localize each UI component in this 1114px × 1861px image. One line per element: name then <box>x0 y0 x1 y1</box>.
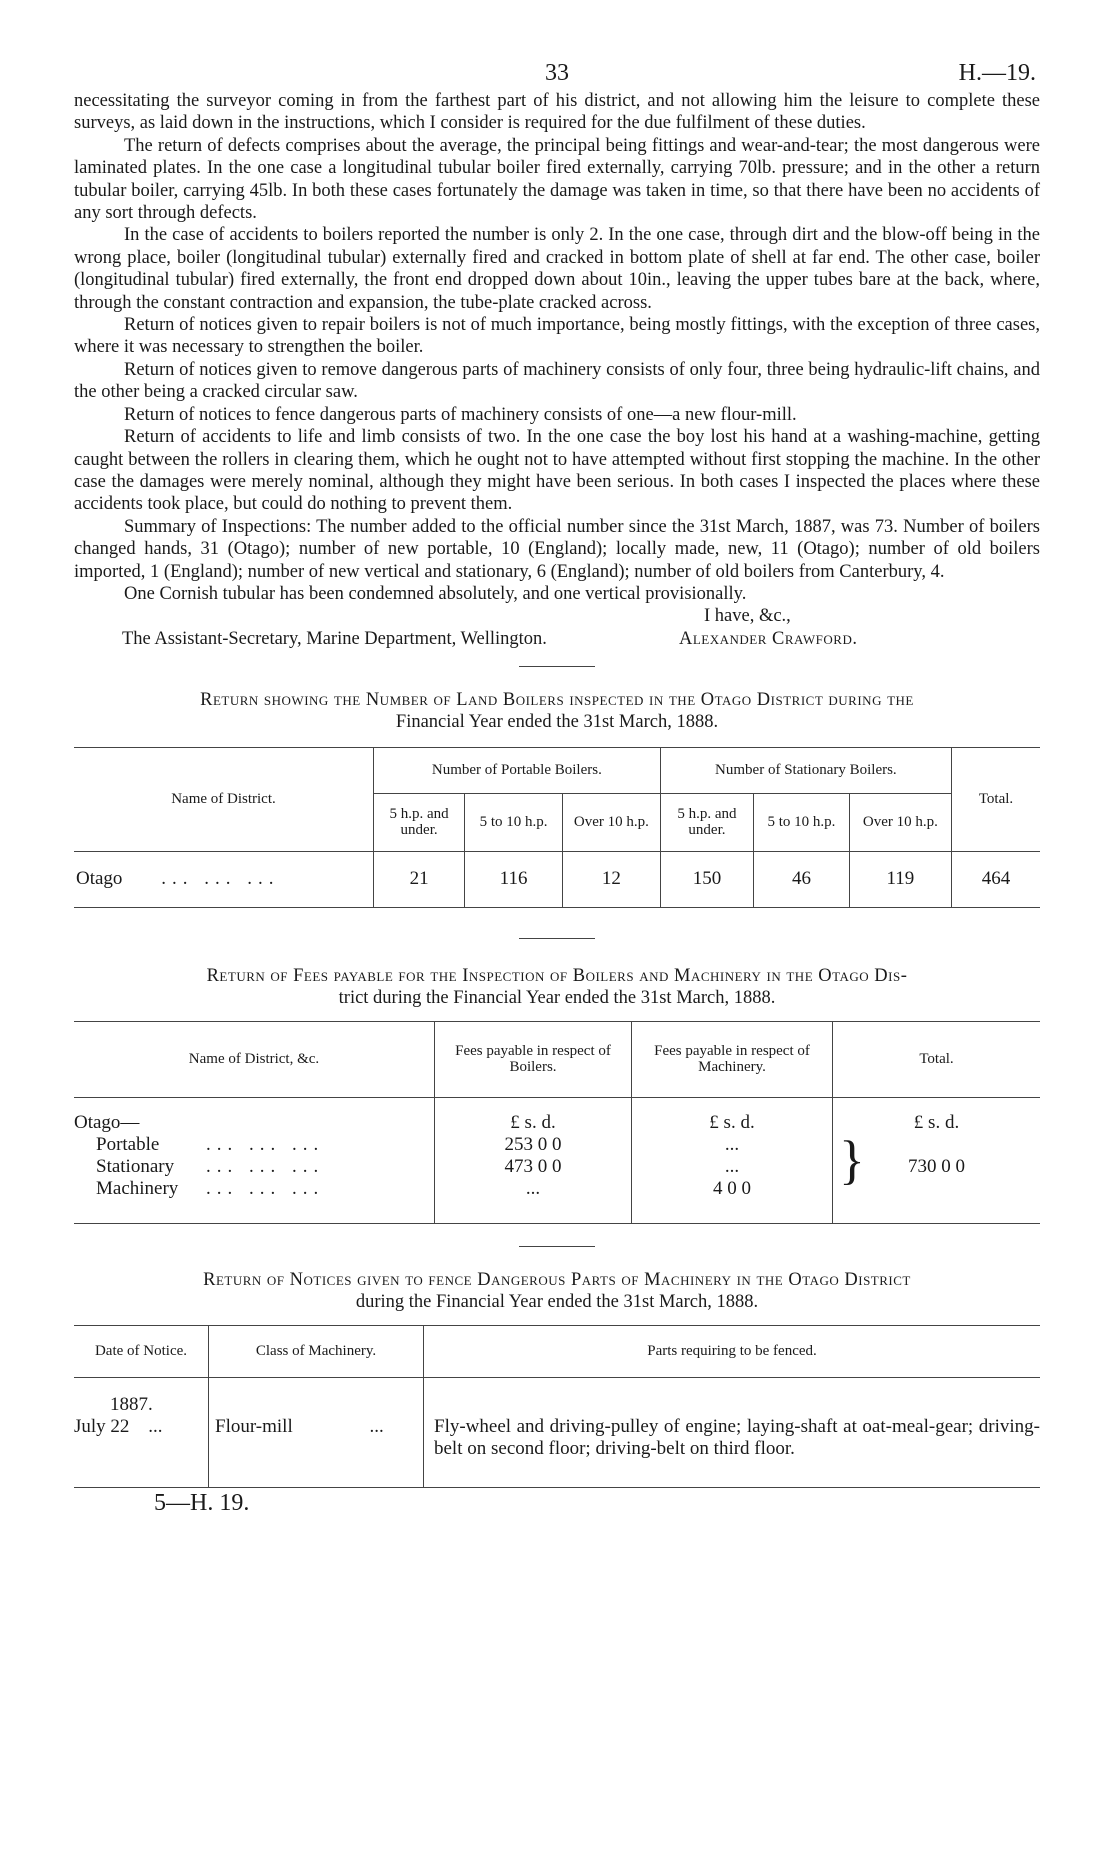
header-fees-boilers: Fees payable in respect of Boilers. <box>435 1021 632 1097</box>
cell-value: 46 <box>754 851 850 907</box>
addressee: The Assistant-Secretary, Marine Department, Wellington. <box>122 628 547 649</box>
subheader-portable-5-10: 5 to 10 h.p. <box>465 793 563 851</box>
header-stationary: Number of Stationary Boilers. <box>660 747 951 793</box>
header-portable: Number of Portable Boilers. <box>373 747 660 793</box>
page-header <box>74 50 1040 90</box>
row-district <box>74 851 373 907</box>
subheader-stationary-5-under: 5 h.p. and under. <box>660 793 753 851</box>
page-footer: 5—H. 19. <box>154 1489 250 1516</box>
district-name: Otago <box>76 868 123 890</box>
machinery-fees-cell <box>632 1097 833 1223</box>
table1-caption <box>74 689 1040 733</box>
total-fees-cell <box>833 1097 1041 1223</box>
district-cell <box>74 1097 435 1223</box>
cell-value: 12 <box>562 851 660 907</box>
paragraph: Return of notices given to repair boilers is not of much importance, being mostly fittings, with the exception of three cases, where it was necessary to strengthen the boiler. <box>74 315 1040 358</box>
row-label: Stationary <box>96 1155 175 1177</box>
currency-heading: £ s. d. <box>913 1111 960 1133</box>
subheader-portable-5-under: 5 h.p. and under. <box>373 793 464 851</box>
fee-value: ... <box>724 1155 740 1177</box>
leader-dots: ... ... ... <box>161 868 280 890</box>
table-row <box>74 851 1040 907</box>
fee-row <box>74 1134 434 1156</box>
row-label: Portable <box>96 1133 160 1155</box>
subheader-stationary-5-10: 5 to 10 h.p. <box>754 793 850 851</box>
subheader-stationary-over10: Over 10 h.p. <box>849 793 951 851</box>
cell-total: 464 <box>951 851 1040 907</box>
fee-total: 730 0 0 <box>908 1155 965 1177</box>
fee-row <box>74 1178 434 1200</box>
document-reference: H.—19. <box>958 60 1036 86</box>
caption-line: during the Financial Year ended the 31st March, 1888. <box>355 1291 759 1312</box>
header-fees-machinery: Fees payable in respect of Machinery. <box>632 1021 833 1097</box>
notice-year: 1887. <box>110 1393 153 1415</box>
table2-caption <box>74 965 1040 1009</box>
fee-value: 253 0 0 <box>504 1133 562 1155</box>
district-name: Otago— <box>74 1111 140 1133</box>
signature: Alexander Crawford. <box>679 628 858 649</box>
boilers-inspected-table <box>74 747 1040 908</box>
leader-dots: ... <box>148 1415 163 1437</box>
cell-value: 116 <box>465 851 563 907</box>
report-body <box>74 90 1040 605</box>
fee-value: 473 0 0 <box>504 1155 562 1177</box>
paragraph: Return of notices given to remove dangerous parts of machinery consists of only four, three being hydraulic-lift chains, and the other being a cracked circular saw. <box>74 359 1040 403</box>
notice-date: July 22 <box>74 1415 130 1437</box>
cell-value: 150 <box>660 851 753 907</box>
machinery-class: Flour-mill <box>215 1415 293 1437</box>
header-total: Total. <box>951 747 1040 851</box>
paragraph: Return of notices to fence dangerous parts of machinery consists of one—a new flour-mill. <box>124 404 797 425</box>
paragraph: necessitating the surveyor coming in from the farthest part of his district, and not allowing him the leisure to complete these surveys, as laid down in the instructions, which I consider is required for the due fulfilment of these duties. <box>74 91 1040 134</box>
class-cell <box>209 1377 424 1487</box>
section-divider <box>519 938 595 939</box>
caption-line: Return of Notices given to fence Dangerous Parts of Machinery in the Otago District <box>203 1269 911 1290</box>
fees-table <box>74 1021 1040 1224</box>
currency-heading: £ s. d. <box>510 1111 556 1133</box>
paragraph: In the case of accidents to boilers reported the number is only 2. In the one case, through dirt and the blow-off being in the wrong place, boiler (longitudinal tubular) externally fired and cracked in bottom plate of shell at far end. The other case, boiler (longitudinal tubular) fired externally, the front end dropped down about 10in., leaving the upper tubes bare at the back, where, through the constant contraction and expansion, the tube-plate cracked across. <box>74 225 1040 313</box>
paragraph: Return of accidents to life and limb consists of two. In the one case the boy lost his hand at a washing-machine, getting caught between the rollers in clearing them, which he ought not to have attempted without first stopping the machine. In the other case the damages were merely nominal, although they might have been serious. In both cases I inspected the places where these accidents took place, but could do nothing to prevent them. <box>74 427 1040 515</box>
parts-cell: Fly-wheel and driving-pulley of engine; laying-shaft at oat-meal-gear; driving-belt on second floor; driving-belt on third floor. <box>424 1377 1041 1487</box>
section-divider <box>519 666 595 667</box>
page-number: 33 <box>545 60 569 86</box>
fence-notices-table <box>74 1325 1040 1488</box>
fee-row <box>74 1156 434 1178</box>
fee-value: ... <box>525 1177 541 1199</box>
leader-dots: ... ... ... <box>206 1133 325 1155</box>
paragraph: Summary of Inspections: The number added to the official number since the 31st March, 1887, was 73. Number of boilers changed hands, 31 (Otago); number of new portable, 10 (England); locally made, new, 11 (Otago); number of old boilers imported, 1 (England); number of new vertical and stationary, 6 (England); number of old boilers from Canterbury, 4. <box>74 516 1040 582</box>
header-class: Class of Machinery. <box>209 1325 424 1377</box>
fee-value: 4 0 0 <box>713 1177 751 1199</box>
caption-line: trict during the Financial Year ended the 31st March, 1888. <box>338 987 776 1008</box>
date-cell <box>74 1377 209 1487</box>
table-row <box>74 1097 1040 1223</box>
row-label: Machinery <box>96 1177 179 1199</box>
header-district: Name of District, &c. <box>188 1051 320 1068</box>
boilers-fees-cell <box>435 1097 632 1223</box>
fee-value: ... <box>724 1133 740 1155</box>
brace-icon: } <box>839 1129 865 1190</box>
paragraph: The return of defects comprises about the average, the principal being fittings and wear-and-tear; the most dangerous were laminated plates. In the one case a longitudinal tubular boiler fired externally, carrying 70lb. pressure; and in the other a return tubular boiler, carrying 45lb. In both these cases fortunately the damage was taken in time, so that there have been no accidents of any sort through defects. <box>74 135 1040 224</box>
table3-caption <box>74 1269 1040 1313</box>
table-row <box>74 1377 1040 1487</box>
currency-heading: £ s. d. <box>709 1111 755 1133</box>
cell-value: 119 <box>849 851 951 907</box>
signoff-line <box>74 628 1040 652</box>
subheader-portable-over10: Over 10 h.p. <box>562 793 660 851</box>
cell-value: 21 <box>373 851 464 907</box>
header-district: Name of District. <box>171 791 276 808</box>
leader-dots: ... ... ... <box>206 1177 325 1199</box>
header-parts: Parts requiring to be fenced. <box>424 1325 1041 1377</box>
section-divider <box>519 1246 595 1247</box>
caption-line: Financial Year ended the 31st March, 1888. <box>395 711 719 732</box>
document-page <box>74 50 1040 1517</box>
leader-dots: ... <box>369 1415 384 1437</box>
leader-dots: ... ... ... <box>206 1155 325 1177</box>
caption-line: Return of Fees payable for the Inspection of Boilers and Machinery in the Otago Dis- <box>206 965 908 986</box>
closing: I have, &c., <box>704 606 791 627</box>
caption-line: Return showing the Number of Land Boilers inspected in the Otago District during the <box>200 689 914 710</box>
header-total: Total. <box>833 1021 1041 1097</box>
header-date: Date of Notice. <box>94 1342 188 1359</box>
paragraph: One Cornish tubular has been condemned absolutely, and one vertical provisionally. <box>124 583 747 604</box>
